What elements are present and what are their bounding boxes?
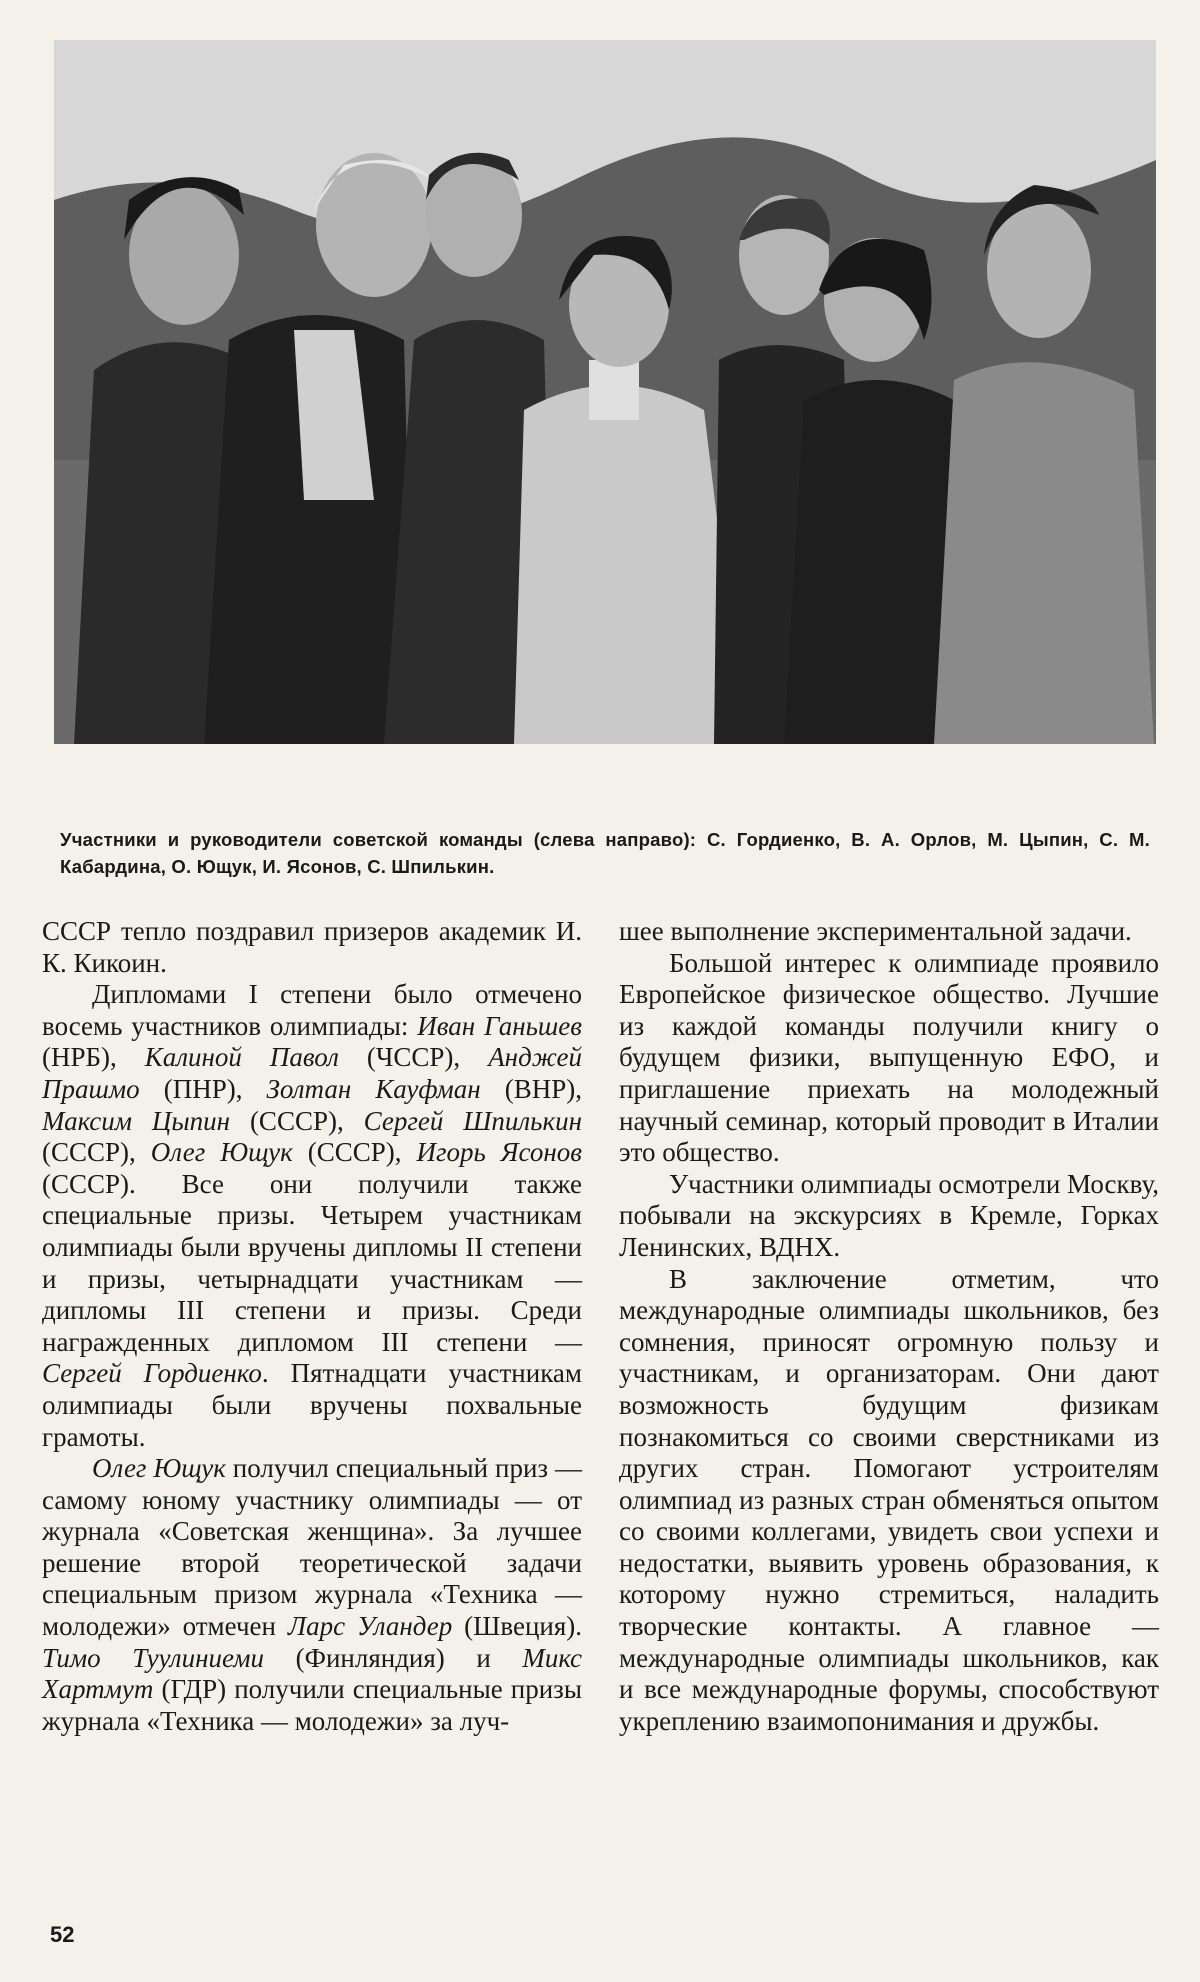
- left-paragraph-3: [42, 1453, 582, 1737]
- person-name: Золтан Кауфман: [266, 1073, 481, 1104]
- text-run: (ГДР) получили специальные призы журнала «Техника — молодежи» за луч-: [42, 1674, 582, 1736]
- text-run: . Пятнадцати участникам олимпиады были вручены похвальные грамоты.: [42, 1358, 582, 1452]
- person-7-suit: [934, 362, 1154, 744]
- person-name: Сергей Шпилькин: [363, 1105, 582, 1136]
- right-paragraph-3: Участники олимпиады осмотрели Москву, побывали на экскурсиях в Кремле, Горках Ленинских, ВДНХ.: [619, 1168, 1159, 1262]
- text-run: Дипломами I степени было отмечено восемь участников олимпиады:: [42, 979, 582, 1041]
- person-name: Максим Цыпин: [42, 1105, 231, 1136]
- person-name: Сергей Гордиенко: [42, 1358, 262, 1389]
- person-name: Олег Ющук: [150, 1137, 293, 1168]
- person-name: Микс Хартмут: [42, 1642, 582, 1705]
- text-run: (Швеция).: [452, 1611, 583, 1642]
- person-name: Анджей Прашмо: [42, 1042, 582, 1104]
- left-paragraph-1: СССР тепло поздравил призеров академик И. К. Кикоин.: [42, 916, 582, 978]
- group-photo: [54, 40, 1156, 744]
- text-run: (ПНР),: [139, 1073, 267, 1104]
- text-run: (ВНР),: [480, 1073, 582, 1104]
- person-2-face: [316, 153, 432, 297]
- right-paragraph-4: В заключение отметим, что международные олимпиады школьников, без сомнения, приносят огромную пользу и участникам, и организаторам. Они дают возможность будущим физикам познакомиться со своими сверстниками из других стран. Помогают устроителям олимпиад из разных стран обменяться опытом со своими коллегами, увидеть свои успехи и недостатки, выявить уровень образования, к которому нужно стремиться, наладить творческие контакты. А главное — международные олимпиады школьников, как и все международные форумы, способствуют укреплению взаимопонимания и дружбы.: [619, 1263, 1159, 1736]
- person-name: Ларс Уландер: [287, 1611, 453, 1642]
- person-4-collar: [589, 360, 639, 420]
- person-name: Тимо Туулиниеми: [42, 1642, 265, 1673]
- left-text-column: [42, 916, 582, 1737]
- text-run: (СССР). Все они получили также специальные призы. Четырем участникам олимпиады были вручены дипломы II степени и призы, четырнадцати участникам — дипломы III степени и призы. Среди награжденных дипломом III степени —: [42, 1168, 582, 1357]
- person-name: Олег Ющук: [92, 1453, 226, 1484]
- text-run: (СССР),: [292, 1137, 417, 1168]
- person-name: Игорь Ясонов: [416, 1137, 582, 1168]
- text-run: (Финляндия) и: [264, 1642, 523, 1673]
- person-name: Калиной Павол: [144, 1042, 339, 1073]
- left-paragraph-2: [42, 979, 582, 1453]
- right-paragraph-2: Большой интерес к олимпиаде проявило Европейское физическое общество. Лучшие из каждой команды получили книгу о будущем физики, выпущенную ЕФО, и приглашение приехать на молодежный научный семинар, который проводит в Италии это общество.: [619, 947, 1159, 1168]
- text-run: (ЧССР),: [338, 1042, 489, 1073]
- text-run: (НРБ),: [42, 1042, 145, 1073]
- text-run: получил специальный приз — самому юному участнику олимпиады — от журнала «Советская женщина». За лучшее решение второй теоретической задачи специальным призом журнала «Техника — молодежи» отмечен: [42, 1453, 582, 1642]
- right-text-column: [619, 916, 1159, 1737]
- page-number: 52: [50, 1922, 75, 1947]
- photo-caption: Участники и руководители советской команды (слева направо): С. Гордиенко, В. А. Орлов, М. Цыпин, С. М. Кабардина, О. Ющук, И. Ясонов, С. Шпилькин.: [60, 829, 1150, 877]
- text-run: (СССР),: [42, 1137, 151, 1168]
- right-paragraph-1: шее выполнение экспериментальной задачи.: [619, 916, 1132, 946]
- text-run: (СССР),: [230, 1105, 364, 1136]
- person-name: Иван Ганьшев: [417, 1010, 582, 1041]
- group-photo-illustration: [54, 40, 1156, 744]
